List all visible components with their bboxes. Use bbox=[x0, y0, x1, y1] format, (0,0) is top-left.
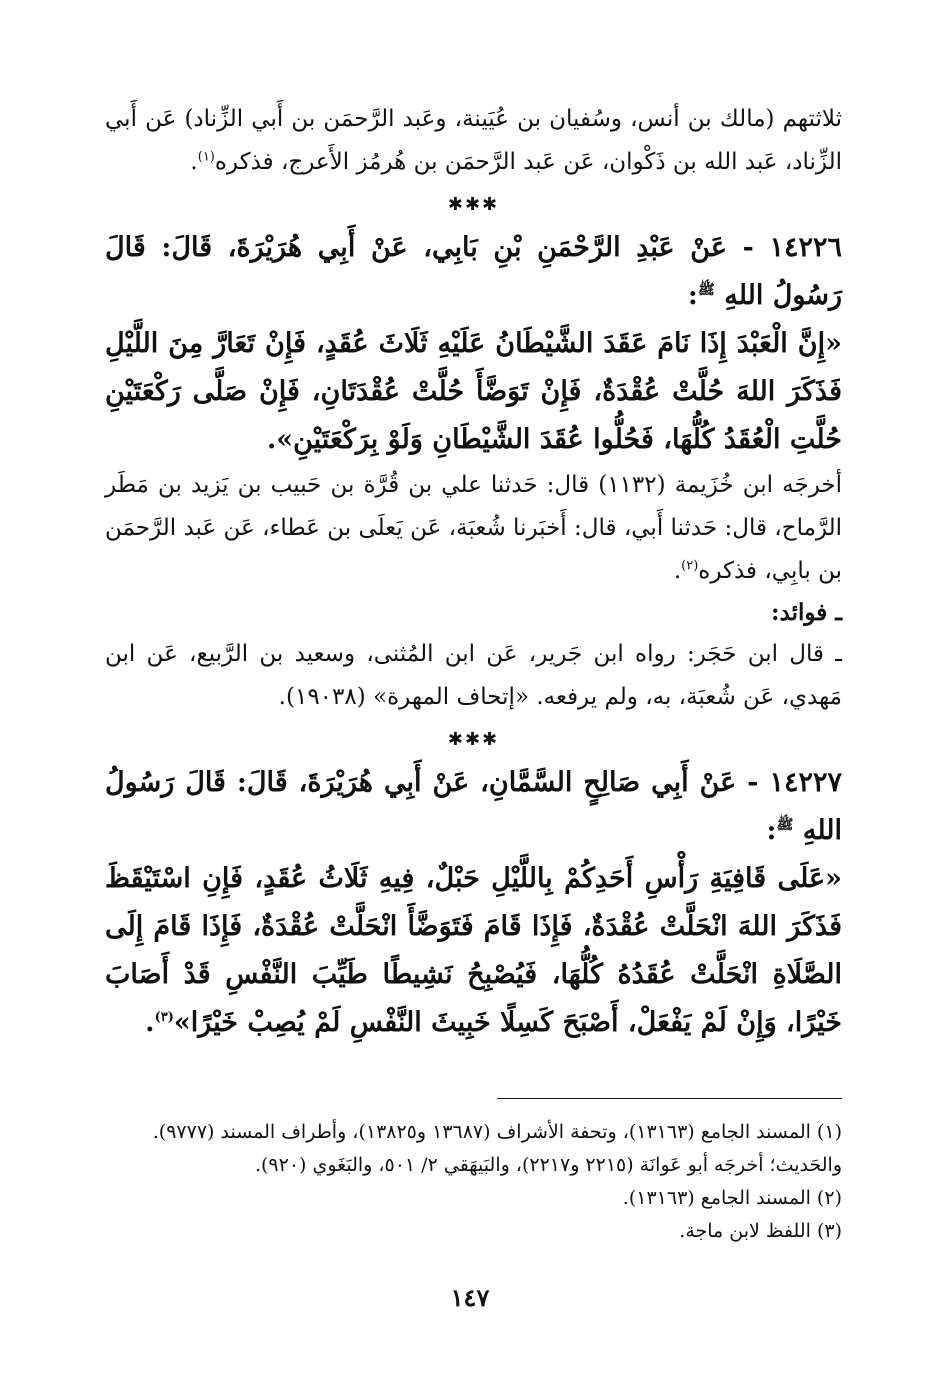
hadith-number: ١٤٢٢٧ bbox=[769, 767, 842, 798]
page-number: ١٤٧ bbox=[450, 1283, 490, 1312]
matn-text: «عَلَى قَافِيَةِ رَأْسِ أَحَدِكُمْ بِاللَّيْلِ حَبْلٌ، فِيهِ ثَلَاثُ عُقَدٍ، فَإِنِ اسْتَيْقَظَ فَذَكَرَ اللهَ انْحَلَّتْ عُقْدَةٌ، فَإِذَا قَامَ فَتَوَضَّأَ انْحَلَّتْ عُقْدَةٌ، فَإِذَا قَامَ إِلَى الصَّلَاةِ انْحَلَّتْ عُقَدُهُ كُلُّهَا، فَيُصْبِحُ نَشِيطًا طَيِّبَ النَّفْسِ قَدْ أَصَابَ خَيْرًا، وَإِنْ لَمْ يَفْعَلْ، أَصْبَحَ كَسِلًا خَبِيثَ النَّفْسِ لَمْ يُصِبْ خَيْرًا» bbox=[105, 863, 842, 1038]
salutation-glyph: ﷺ bbox=[697, 282, 715, 298]
takhrij-text: أخرجَه ابن خُزَيمة (١١٣٢) قال: حَدثنا علي بن قُرَّة بن حَبيب بن يَزيد بن مَطَر الرَّماح، قال: حَدثنا أَبي، قال: أَخبَرنا شُعبَة، عَن يَعلَى بن عَطاء، عَن عَبد الرَّحمَن بن بابِي، فذكره bbox=[105, 472, 842, 584]
main-text bbox=[105, 98, 842, 1047]
hadith-14226-takhrij bbox=[105, 464, 842, 593]
matn-end: . bbox=[145, 1007, 155, 1038]
intro-end: . bbox=[190, 149, 198, 175]
footnote-1: (١) المسند الجامع (١٣١٦٣)، وتحفة الأشراف (١٣٦٨٧ و١٣٨٢٥)، وأطراف المسند (٩٧٧٧). bbox=[152, 1121, 842, 1143]
isnad-text: عَنْ أَبِي صَالِحٍ السَّمَّانِ، عَنْ أَبِي هُرَيْرَةَ، قَالَ: قَالَ رَسُولُ اللهِ bbox=[105, 767, 842, 846]
footnote-ref-2: (٢) bbox=[681, 558, 699, 574]
isnad-text: عَنْ عَبْدِ الرَّحْمَنِ بْنِ بَابِي، عَنْ أَبِي هُرَيْرَةَ، قَالَ: قَالَ رَسُولُ اللهِ bbox=[105, 232, 842, 311]
footnote-divider bbox=[497, 1098, 842, 1099]
separator-stars-2: ✱✱✱ bbox=[447, 729, 500, 750]
fawaid-heading: ـ فوائد: bbox=[771, 599, 842, 626]
footnote-2: (٢) المسند الجامع (١٣١٦٣). bbox=[622, 1187, 842, 1209]
hadith-dash: - bbox=[747, 767, 759, 798]
footnote-1-continued: والحَديث؛ أخرجَه أبو عَوانَة (٢٢١٥ و٢٢١٧)، والبَيهَقي ٢/ ٥٠١، والبَغَوي (٩٢٠). bbox=[254, 1154, 842, 1176]
hadith-number: ١٤٢٢٦ bbox=[769, 232, 843, 263]
footnotes bbox=[105, 1116, 842, 1248]
hadith-14227-matn bbox=[105, 855, 842, 1047]
hadith-dash: - bbox=[742, 232, 754, 263]
isnad-colon: : bbox=[687, 280, 698, 311]
fawaid-paragraph: ـ قال ابن حَجَر: رواه ابن جَرير، عَن ابن المُثنى، وسعيد بن الرَّبيع، عَن ابن مَهدي، عَن شُعبَة، به، ولم يرفعه. «إتحاف المهرة» (١٩٠٣٨). bbox=[105, 641, 842, 710]
intro-paragraph bbox=[105, 98, 842, 184]
hadith-14226-matn: «إِنَّ الْعَبْدَ إِذَا نَامَ عَقَدَ الشَّيْطَانُ عَلَيْهِ ثَلَاثَ عُقَدٍ، فَإِنْ تَعَارَّ مِنَ اللَّيْلِ فَذَكَرَ اللهَ حُلَّتْ عُقْدَةٌ، فَإِنْ تَوَضَّأَ حُلَّتْ عُقْدَتَانِ، فَإِنْ صَلَّى رَكْعَتَيْنِ حُلَّتِ الْعُقَدُ كُلُّهَا، فَحُلُّوا عُقَدَ الشَّيْطَانِ وَلَوْ بِرَكْعَتَيْنِ». bbox=[105, 328, 842, 455]
takhrij-end: . bbox=[673, 558, 682, 584]
footnote-ref-1: (١) bbox=[197, 149, 215, 165]
separator-stars: ✱✱✱ bbox=[447, 194, 500, 215]
hadith-14226-isnad bbox=[105, 224, 842, 320]
hadith-14227-isnad bbox=[105, 759, 842, 855]
footnote-3: (٣) اللفظ لابن ماجة. bbox=[679, 1220, 842, 1242]
intro-text: ثلاثتهم (مالك بن أنس، وسُفيان بن عُيَينة، وعَبد الرَّحمَن بن أَبي الزِّناد) عَن أَبي الزِّناد، عَبد الله بن ذَكْوان، عَن عَبد الرَّحمَن بن هُرمُز الأَعرج، فذكره bbox=[105, 106, 842, 175]
footnote-ref-3: (٣) bbox=[154, 1010, 174, 1025]
isnad-colon: : bbox=[766, 815, 777, 846]
salutation-glyph: ﷺ bbox=[776, 817, 794, 833]
